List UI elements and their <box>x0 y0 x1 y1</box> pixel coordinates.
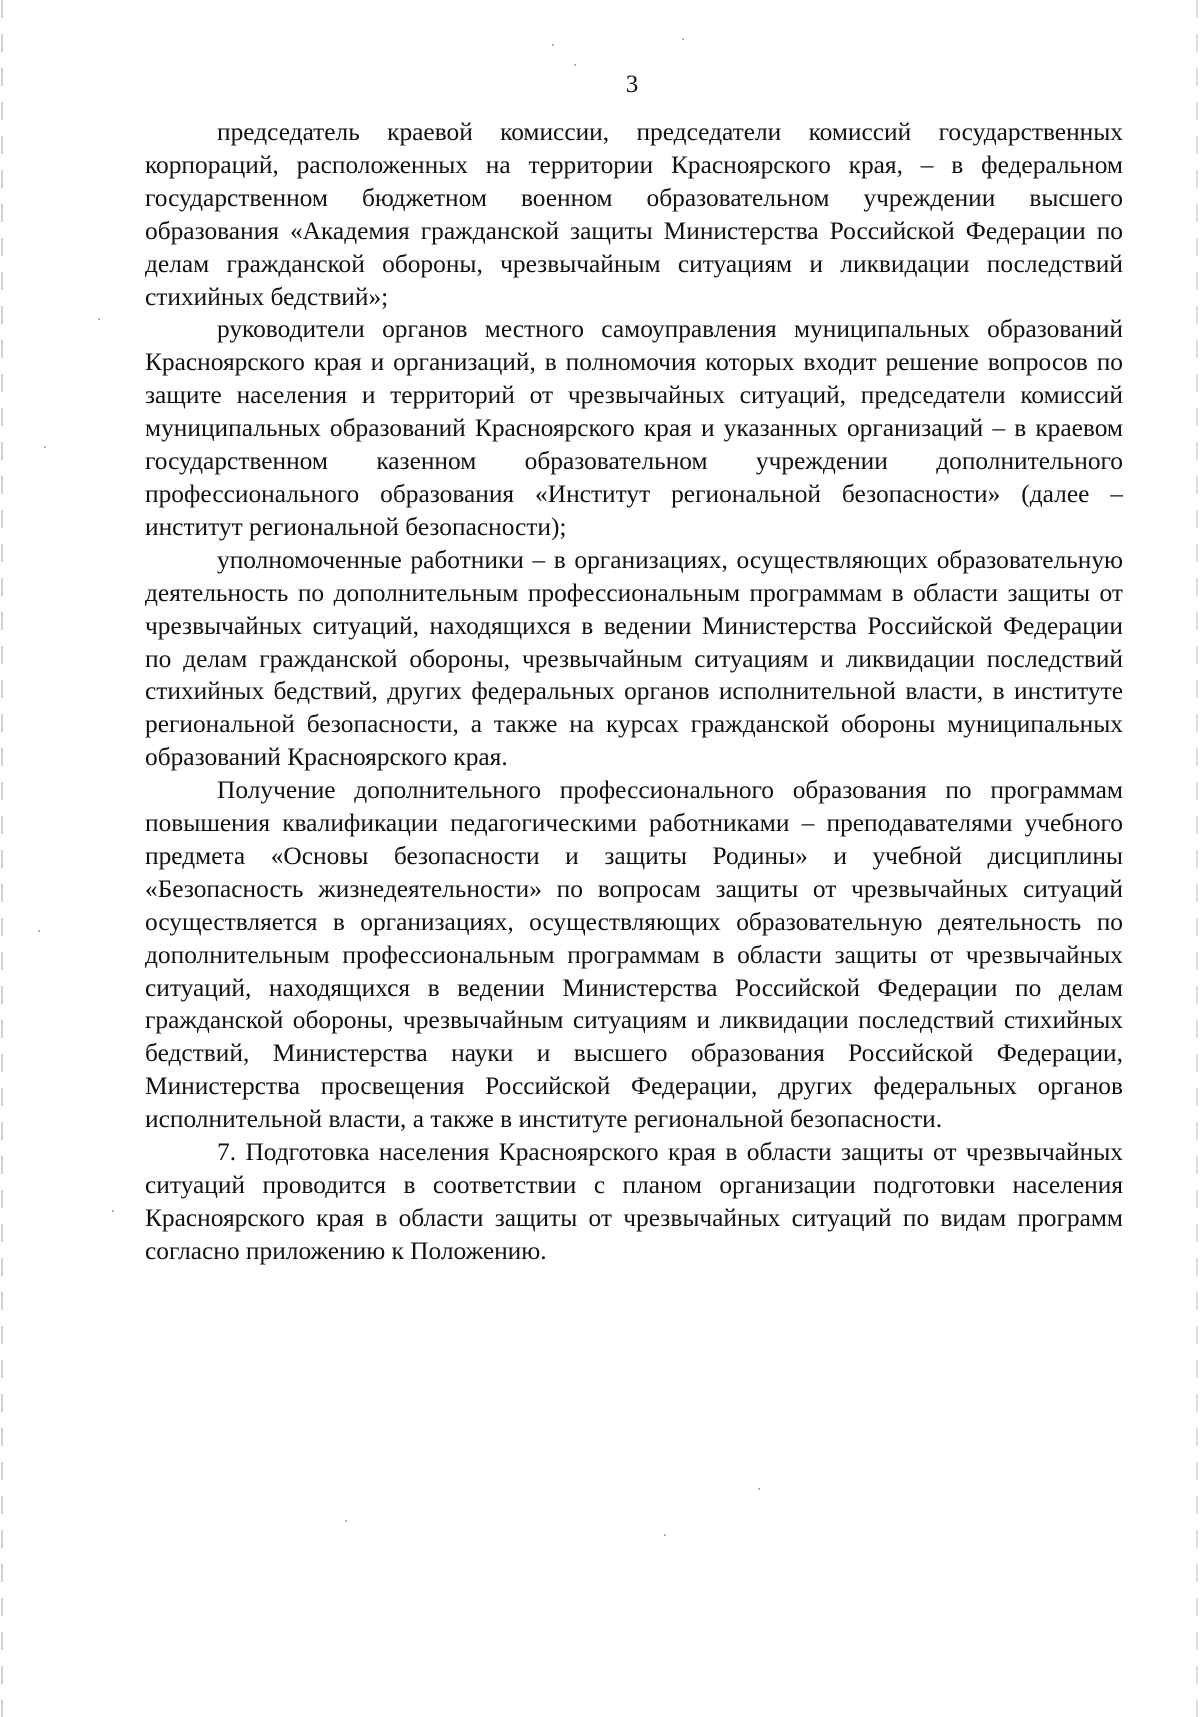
scan-speck <box>112 1210 114 1212</box>
scan-speck <box>98 318 100 320</box>
paragraph: Получение дополнительного профессионального образования по программам повышения квалификации педагогическими работниками – преподавателями учебного предмета «Основы безопасности и защиты Родины» и учебной дисциплины «Безопасность жизнедеятельности» по вопросам защиты от чрезвычайных ситуаций осуществляется в организациях, осуществляющих образовательную деятельность по дополнительным профессиональным программам в области защиты от чрезвычайных ситуаций, находящихся в ведении Министерства Российской Федерации по делам гражданской обороны, чрезвычайным ситуациям и ликвидации последствий стихийных бедствий, Министерства науки и высшего образования Российской Федерации, Министерства просвещения Российской Федерации, других федеральных органов исполнительной власти, а также в институте региональной безопасности. <box>145 776 1123 1134</box>
paragraph: уполномоченные работники – в организациях, осуществляющих образовательную деятельность по дополнительным профессиональным программам в области защиты от чрезвычайных ситуаций, находящихся в ведении Министерства Российской Федерации по делам гражданской обороны, чрезвычайным ситуациям и ликвидации последствий стихийных бедствий, других федеральных органов исполнительной власти, в институте региональной безопасности, а также на курсах гражданской обороны муниципальных образований Красноярского края. <box>145 545 1123 772</box>
scan-edge-left <box>1 0 3 1717</box>
scan-speck <box>574 64 576 66</box>
scan-speck <box>552 44 554 46</box>
paragraph: 7. Подготовка населения Красноярского края в области защиты от чрезвычайных ситуаций проводится в соответствии с планом организации подготовки населения Красноярского края в области защиты от чрезвычайных ситуаций по видам программ согласно приложению к Положению. <box>145 1138 1123 1265</box>
paragraph: председатель краевой комиссии, председатели комиссий государственных корпораций, расположенных на территории Красноярского края, – в федеральном государственном бюджетном военном образовательном учреждении высшего образования «Академия гражданской защиты Министерства Российской Федерации по делам гражданской обороны, чрезвычайным ситуациям и ликвидации последствий стихийных бедствий»; <box>145 118 1123 311</box>
scan-speck <box>664 1534 666 1536</box>
document-body <box>145 116 1123 1268</box>
scan-edge-right <box>1196 0 1198 1717</box>
scan-speck <box>38 930 40 932</box>
scan-speck <box>682 38 684 40</box>
scan-speck <box>758 1488 760 1490</box>
paragraph: руководители органов местного самоуправления муниципальных образований Красноярского края и организаций, в полномочия которых входит решение вопросов по защите населения и территорий от чрезвычайных ситуаций, председатели комиссий муниципальных образований Красноярского края и указанных организаций – в краевом государственном казенном образовательном учреждении дополнительного профессионального образования «Институт региональной безопасности» (далее – институт региональной безопасности); <box>145 315 1123 541</box>
page-number: 3 <box>625 71 639 98</box>
scan-speck <box>44 446 46 448</box>
scan-speck <box>345 1520 347 1522</box>
